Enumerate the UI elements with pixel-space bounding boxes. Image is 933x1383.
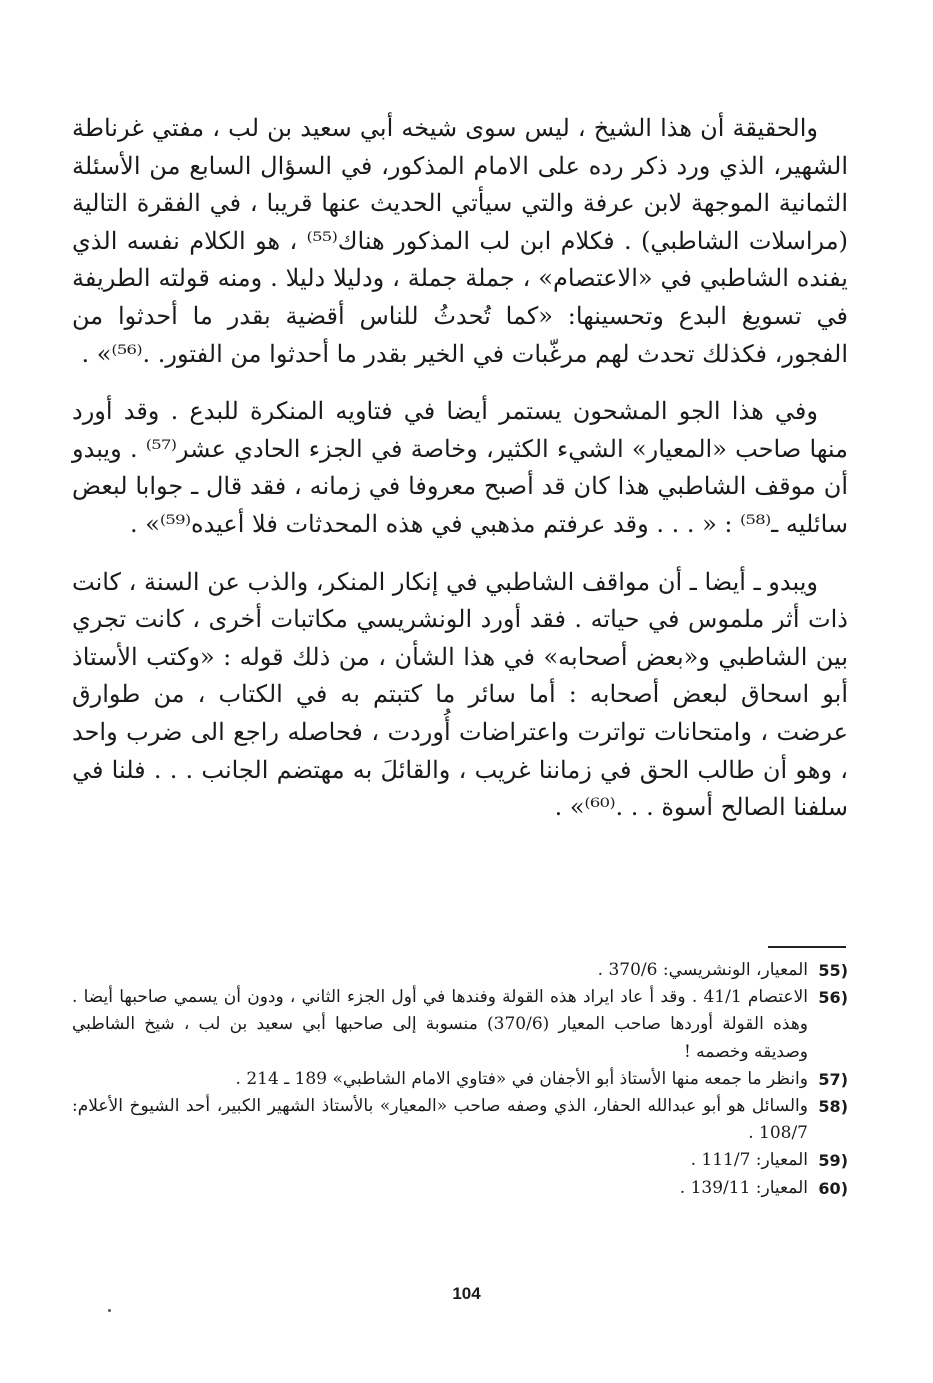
page-number: 104 xyxy=(452,1284,481,1303)
scan-speck xyxy=(108,1309,111,1312)
footnote-56 xyxy=(72,984,848,1066)
footnote-number: 58) xyxy=(818,1097,848,1117)
footnote-text: المعيار: 139/11 . xyxy=(679,1177,808,1198)
footnote-58 xyxy=(72,1093,848,1147)
footnote-60 xyxy=(72,1175,848,1202)
footnotes xyxy=(72,957,848,1202)
footnote-text: المعيار، الونشريسي: 370/6 . xyxy=(597,960,808,980)
footnote-57 xyxy=(72,1066,848,1093)
footnote-number: 57) xyxy=(818,1069,848,1089)
footnote-number: 59) xyxy=(818,1151,848,1171)
paragraph: والحقيقة أن هذا الشيخ ، ليس سوى شيخه أبي سعيد بن لب ، مفتي غرناطة الشهير، الذي ورد ذكر رده على الامام المذكور، في السؤال السابع من الأسئلة الثمانية الموجهة لابن عرفة والتي سيأتي الحديث عنها قريبا ، في الفقرة التالية (مراسلات الشاطبي) . فكلام ابن لب المذكور هناك⁽⁵⁵⁾ ، هو الكلام نفسه الذي يفنده الشاطبي في «الاعتصام» ، جملة جملة ، ودليلا دليلا . ومنه قولته الطريفة في تسويغ البدع وتحسينها: «كما تُحدثُ للناس أقضية بقدر ما أحدثوا من الفجور، فكذلك تحدث لهم مرغّبات في الخير بقدر ما أحدثوا من الفتور. .⁽⁵⁶⁾» . xyxy=(72,114,848,368)
paragraph: ويبدو ـ أيضا ـ أن مواقف الشاطبي في إنكار المنكر، والذب عن السنة ، كانت ذات أثر ملموس في حياته . فقد أورد الونشريسي مكاتبات أخرى ، كانت تجري بين الشاطبي و«بعض أصحابه» في هذا الشأن ، من ذلك قوله : «وكتب الأستاذ أبو اسحاق لبعض أصحابه : أما سائر ما كتبتم به في الكتاب ، من طوارق عرضت ، وامتحانات تواترت واعتراضات أُوردت ، فحاصله راجع الى ضرب واحد ، وهو أن طالب الحق في زماننا غريب ، والقائلَ به مهتضم الجانب . . . فلنا في سلفنا الصالح أسوة . . .⁽⁶⁰⁾» . xyxy=(72,567,849,822)
footnote-55 xyxy=(72,957,848,984)
footnote-number: 56) xyxy=(818,988,848,1008)
footnote-text: المعيار: 111/7 . xyxy=(690,1150,808,1171)
footnote-separator xyxy=(768,946,846,948)
footnote-text: الاعتصام 41/1 . وقد أ عاد ايراد هذه القولة وفندها في أول الجزء الثاني ، ودون أن يسمي صاحبها أيضا . وهذه القولة أوردها صاحب المعيار (370/6) منسوبة إلى صاحبها أبي سعيد بن لب ، شيخ الشاطبي وصديقه وخصمه ! xyxy=(72,987,809,1062)
footnote-text: والسائل هو أبو عبدالله الحفار، الذي وصفه صاحب «المعيار» بالأستاذ الشهير الكبير، أحد الشيوخ الأعلام: 108/7 . xyxy=(72,1096,808,1144)
footnote-number: 55) xyxy=(818,961,848,980)
paragraph: وفي هذا الجو المشحون يستمر أيضا في فتاويه المنكرة للبدع . وقد أورد منها صاحب «المعيار» الشيء الكثير، وخاصة في الجزء الحادي عشر⁽⁵⁷⁾ . ويبدو أن موقف الشاطبي هذا كان قد أصبح معروفا في زمانه ، فقد قال ـ جوابا لبعض سائليه ـ⁽⁵⁸⁾ : « . . . وقد عرفتم مذهبي في هذه المحدثات فلا أعيده⁽⁵⁹⁾» . xyxy=(72,397,848,538)
main-text xyxy=(72,110,848,847)
footnote-text: وانظر ما جمعه منها الأستاذ أبو الأجفان في «فتاوي الامام الشاطبي» 189 ـ 214 . xyxy=(235,1068,808,1089)
footnote-59 xyxy=(72,1147,848,1174)
footnote-number: 60) xyxy=(818,1178,848,1198)
